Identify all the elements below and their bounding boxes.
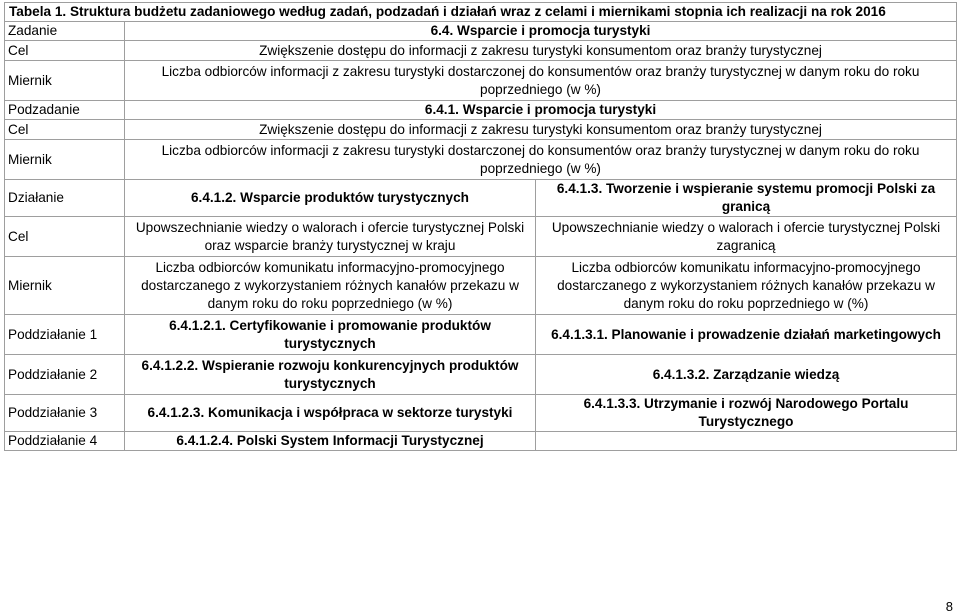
dzialanie-right-name: 6.4.1.3. Tworzenie i wspieranie systemu promocji Polski za granicą <box>536 180 957 217</box>
poddzialanie-1-label: Poddziałanie 1 <box>5 315 125 355</box>
zadanie-miernik: Liczba odbiorców informacji z zakresu turystyki dostarczonej do konsumentów oraz branży turystycznej w danym roku do roku poprzedniego (w %) <box>125 61 957 101</box>
poddzialanie-2-left: 6.4.1.2.2. Wspieranie rozwoju konkurencyjnych produktów turystycznych <box>125 355 536 395</box>
poddzialanie-4-right <box>536 432 957 451</box>
dzialanie-left-cel: Upowszechnianie wiedzy o walorach i ofercie turystycznej Polski oraz wsparcie branży turystycznej w kraju <box>125 217 536 257</box>
zadanie-label: Zadanie <box>5 22 125 41</box>
zadanie-value: 6.4. Wsparcie i promocja turystyki <box>125 22 957 41</box>
poddzialanie-3-left: 6.4.1.2.3. Komunikacja i współpraca w sektorze turystyki <box>125 395 536 432</box>
podzadanie-value: 6.4.1. Wsparcie i promocja turystyki <box>125 101 957 120</box>
poddzialanie-2-label: Poddziałanie 2 <box>5 355 125 395</box>
dzialanie-right-miernik: Liczba odbiorców komunikatu informacyjno-promocyjnego dostarczanego z wykorzystaniem różnych kanałów przekazu w danym roku do roku poprzedniego w (%) <box>536 257 957 315</box>
dzialanie-cel-label: Cel <box>5 217 125 257</box>
dzialanie-label: Działanie <box>5 180 125 217</box>
page-number: 8 <box>945 599 953 614</box>
poddzialanie-4-left: 6.4.1.2.4. Polski System Informacji Turystycznej <box>125 432 536 451</box>
podzadanie-miernik: Liczba odbiorców informacji z zakresu turystyki dostarczonej do konsumentów oraz branży turystycznej w danym roku do roku poprzedniego (w %) <box>125 140 957 180</box>
poddzialanie-1-right: 6.4.1.3.1. Planowanie i prowadzenie działań marketingowych <box>536 315 957 355</box>
zadanie-cel-label: Cel <box>5 41 125 61</box>
dzialanie-miernik-label: Miernik <box>5 257 125 315</box>
dzialanie-left-name: 6.4.1.2. Wsparcie produktów turystycznych <box>125 180 536 217</box>
zadanie-cel: Zwiększenie dostępu do informacji z zakresu turystyki konsumentom oraz branży turystycznej <box>125 41 957 61</box>
podzadanie-cel: Zwiększenie dostępu do informacji z zakresu turystyki konsumentom oraz branży turystycznej <box>125 120 957 140</box>
poddzialanie-3-label: Poddziałanie 3 <box>5 395 125 432</box>
budget-structure-table <box>4 2 957 451</box>
dzialanie-right-cel: Upowszechnianie wiedzy o walorach i ofercie turystycznej Polski zagranicą <box>536 217 957 257</box>
poddzialanie-3-right: 6.4.1.3.3. Utrzymanie i rozwój Narodowego Portalu Turystycznego <box>536 395 957 432</box>
dzialanie-left-miernik: Liczba odbiorców komunikatu informacyjno-promocyjnego dostarczanego z wykorzystaniem różnych kanałów przekazu w danym roku do roku poprzedniego (w %) <box>125 257 536 315</box>
zadanie-miernik-label: Miernik <box>5 61 125 101</box>
poddzialanie-1-left: 6.4.1.2.1. Certyfikowanie i promowanie produktów turystycznych <box>125 315 536 355</box>
poddzialanie-4-label: Poddziałanie 4 <box>5 432 125 451</box>
podzadanie-miernik-label: Miernik <box>5 140 125 180</box>
table-title: Tabela 1. Struktura budżetu zadaniowego według zadań, podzadań i działań wraz z celami i miernikami stopnia ich realizacji na rok 2016 <box>5 3 957 22</box>
poddzialanie-2-right: 6.4.1.3.2. Zarządzanie wiedzą <box>536 355 957 395</box>
podzadanie-cel-label: Cel <box>5 120 125 140</box>
podzadanie-label: Podzadanie <box>5 101 125 120</box>
